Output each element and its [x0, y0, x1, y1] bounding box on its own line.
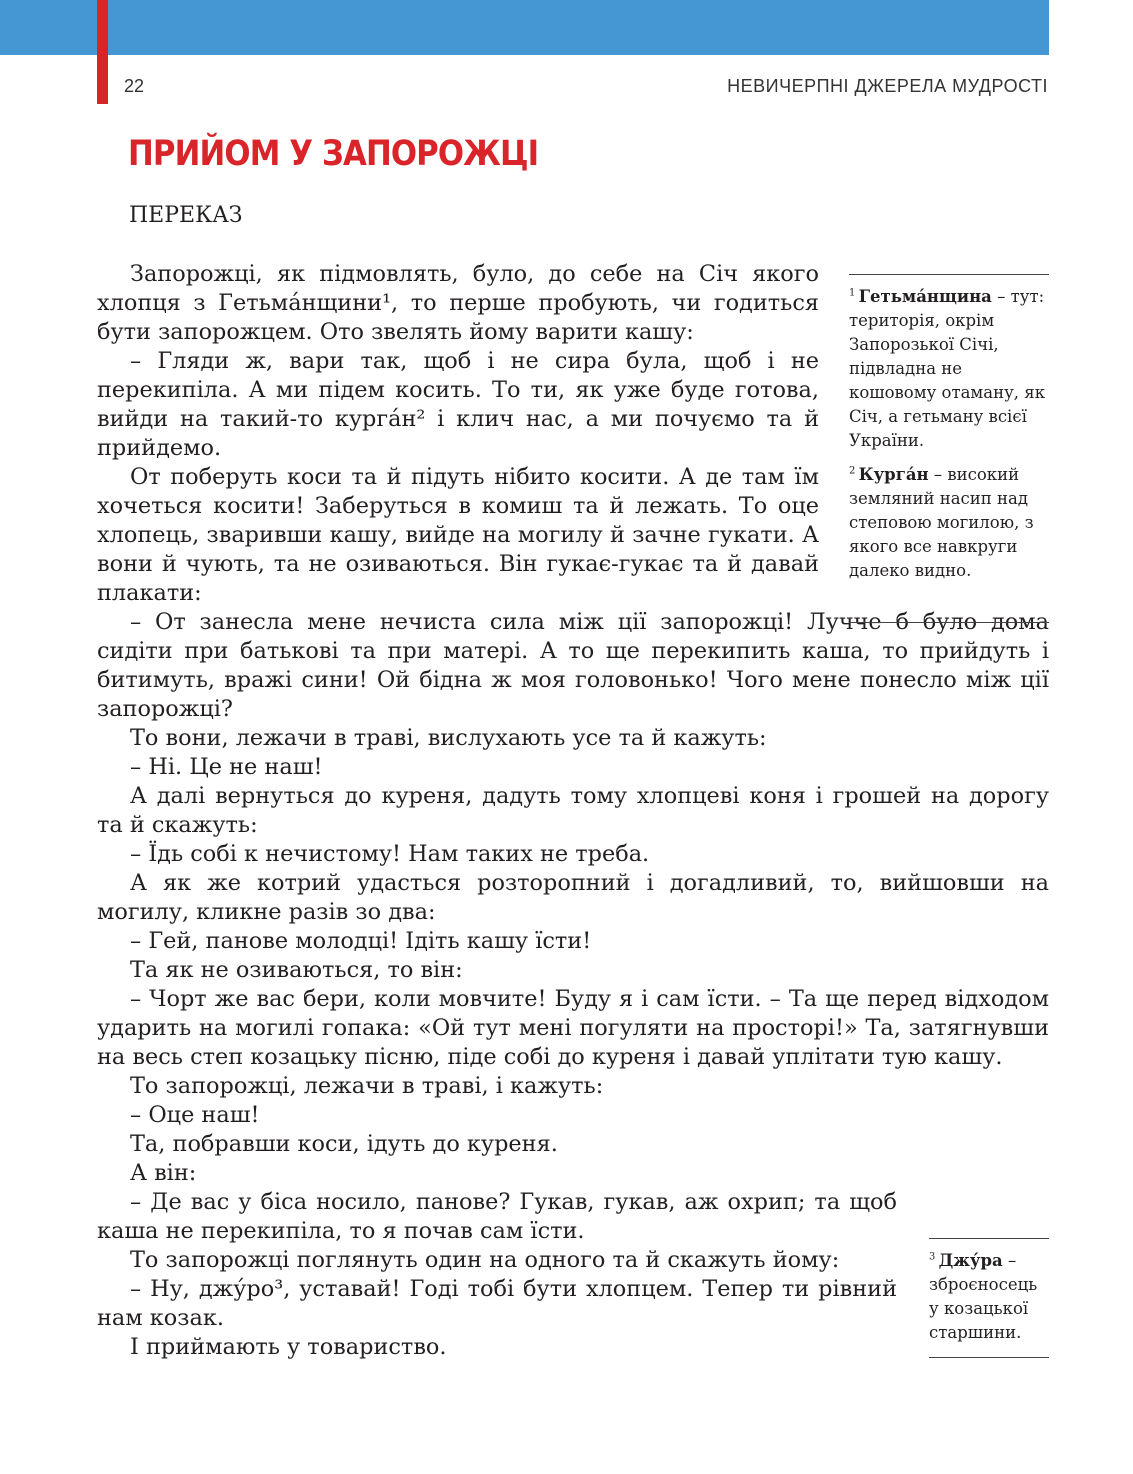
paragraph: – Їдь собі к нечистому! Нам таких не треба. [130, 841, 650, 867]
header-band [0, 0, 1049, 55]
page-number: 22 [124, 76, 145, 96]
paragraph: То вони, лежачи в траві, вислухають усе та й кажуть: [130, 725, 767, 751]
accent-bar [97, 0, 108, 104]
footnote-text: – тут: територія, окрім Запорозької Січі, підвладна не кошовому отаману, як Січ, а гетьману всієї України. [849, 287, 1046, 450]
running-title: НЕВИЧЕРПНІ ДЖЕРЕЛА МУДРОСТІ [727, 76, 1048, 96]
subtitle: ПЕРЕКАЗ [129, 203, 243, 228]
footnote-mark: 1 [849, 287, 856, 299]
text-narrow-block [97, 260, 819, 608]
footnote [849, 285, 1049, 453]
footnote-text: – зброєносець у козацької старшини. [929, 1251, 1038, 1342]
paragraph: А далі вернуться до куреня, дадуть тому хлопцеві коня і грошей на дорогу та й скажуть: [97, 783, 1049, 838]
paragraph: І приймають у товариство. [130, 1334, 447, 1360]
footnote-text: – високий земляний насип над степовою могилою, з якого все навкруги далеко видно. [849, 465, 1034, 580]
paragraph: Та як не озиваються, то він: [130, 957, 463, 983]
paragraph: – Ну, джу́ро³, уставай! Годі тобі бути хлопцем. Тепер ти рівний нам козак. [97, 1276, 897, 1331]
paragraph: А як же котрий удасться розторопний і догадливий, то, вийшовши на могилу, кликне разів зо два: [97, 870, 1049, 925]
text-narrow-block-2 [97, 1188, 897, 1362]
paragraph: – Ні. Це не наш! [130, 754, 323, 780]
footnote-mark: 3 [929, 1251, 936, 1263]
footnote-box-3 [929, 1238, 1049, 1358]
paragraph: – Оце наш! [130, 1102, 260, 1128]
page-title: ПРИЙОМ У ЗАПОРОЖЦІ [128, 134, 539, 174]
paragraph: – Гляди ж, вари так, щоб і не сира була, щоб і не перекипіла. А ми підем косить. То ти, як уже буде готова, вийди на такий-то курга́н² і клич нас, а ми почуємо та й прийдемо. [97, 348, 819, 461]
footnote-mark: 2 [849, 465, 856, 477]
paragraph: – Гей, панове молодці! Ідіть кашу їсти! [130, 928, 592, 954]
footnote [849, 463, 1049, 583]
footnote [929, 1249, 1049, 1345]
footnotes-box [849, 274, 1049, 623]
paragraph: – Де вас у біса носило, панове? Гукав, гукав, аж охрип; та щоб каша не перекипіла, то я почав сам їсти. [97, 1189, 897, 1244]
paragraph: А він: [130, 1160, 197, 1186]
paragraph: То запорожці, лежачи в траві, і кажуть: [130, 1073, 604, 1099]
footnote-term: Гетьма́нщина [858, 287, 992, 306]
paragraph: – От занесла мене нечиста сила між ції запорожці! Лучче б було дома сидіти при батькові та при матері. А то ще перекипить каша, то прийдуть і битимуть, вражі сини! Ой бідна ж моя головонько! Чого мене понесло між ції запорожці? [97, 609, 1049, 722]
paragraph: Запорожці, як підмовлять, було, до себе на Січ якого хлопця з Гетьма́нщини¹, то перше пробують, чи годиться бути запорожцем. Ото звелять йому варити кашу: [97, 261, 819, 345]
paragraph: – Чорт же вас бери, коли мовчите! Буду я і сам їсти. – Та ще перед відходом ударить на могилі гопака: «Ой тут мені погуляти на просторі!» Та, затягнувши на весь степ козацьку пісню, піде собі до куреня і давай уплітати тую кашу. [97, 986, 1049, 1070]
paragraph: От поберуть коси та й підуть нібито косити. А де там їм хочеться косити! Заберуться в комиш та й лежать. То оце хлопець, зваривши кашу, вийде на могилу й зачне гукати. А вони й чують, та не озиваються. Він гукає-гукає та й давай плакати: [97, 464, 819, 606]
footnote-term: Курга́н [858, 465, 929, 484]
paragraph: Та, побравши коси, ідуть до куреня. [130, 1131, 558, 1157]
paragraph: То запорожці поглянуть один на одного та й скажуть йому: [130, 1247, 840, 1273]
footnote-term: Джу́ра [938, 1251, 1003, 1270]
